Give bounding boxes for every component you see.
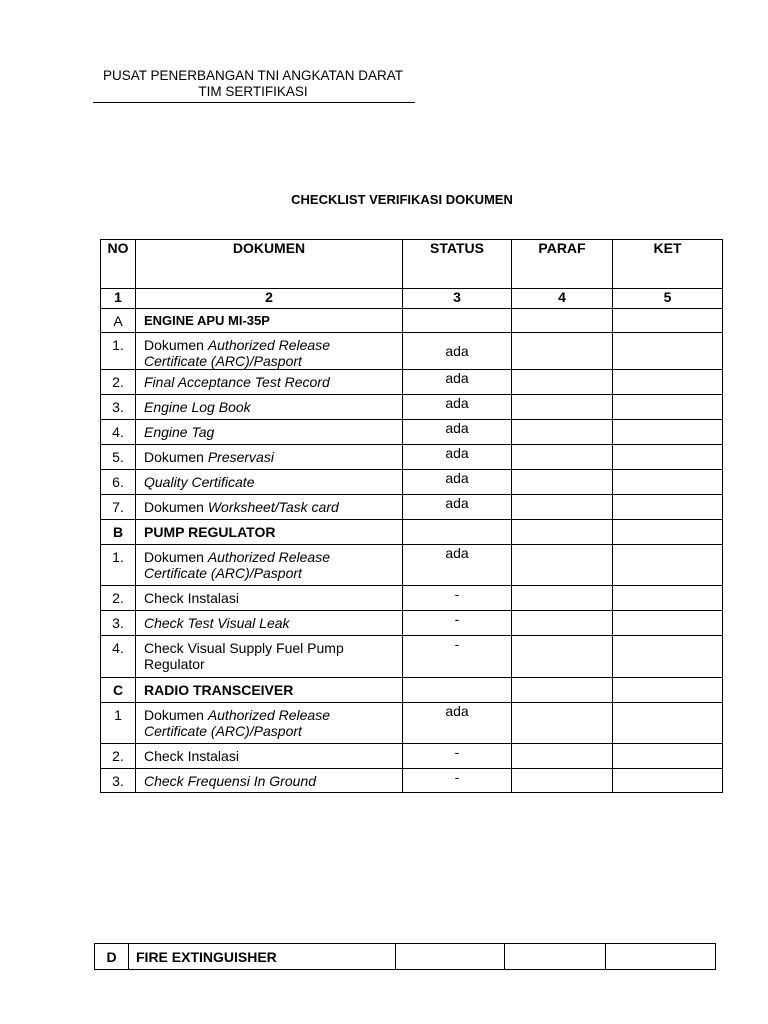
item-number: 4. [101,636,136,678]
item-number: 3. [101,611,136,636]
status-cell: ada [403,445,512,470]
document-name-italic: Final Acceptance Test Record [144,374,330,390]
column-number: 2 [136,289,403,309]
paraf-cell [512,309,613,333]
document-name [136,495,403,520]
section-title: ENGINE APU MI-35P [136,309,403,333]
document-name [136,333,403,370]
document-name-text: Dokumen [144,549,208,565]
ket-cell [613,333,723,370]
paraf-cell [512,445,613,470]
ket-cell [613,470,723,495]
item-number: 4. [101,420,136,445]
table-row [101,370,723,395]
paraf-cell [512,395,613,420]
ket-cell [613,370,723,395]
document-name [136,769,403,793]
document-name-italic: Engine Tag [144,424,215,440]
status-cell: ada [403,395,512,420]
item-number: 5. [101,445,136,470]
document-name-text: Check Instalasi [144,748,239,764]
status-cell: ada [403,495,512,520]
ket-cell [613,545,723,586]
next-section-table [94,943,716,970]
document-header [88,68,418,100]
paraf-cell [512,545,613,586]
section-row-d [95,944,716,970]
item-number: 3. [101,769,136,793]
column-header: STATUS [403,240,512,289]
paraf-cell [512,495,613,520]
ket-cell [613,744,723,769]
status-cell: ada [403,470,512,495]
paraf-cell [505,944,606,970]
status-cell [403,678,512,703]
section-title: RADIO TRANSCEIVER [136,678,403,703]
table-row [101,470,723,495]
column-header: KET [613,240,723,289]
column-number: 3 [403,289,512,309]
paraf-cell [512,703,613,744]
header-underline [93,102,415,103]
document-name-text: Dokumen [144,499,208,515]
item-number: 2. [101,744,136,769]
ket-cell [613,309,723,333]
document-name [136,636,403,678]
status-cell: ada [403,370,512,395]
ket-cell [613,678,723,703]
ket-cell [613,420,723,445]
status-cell: ada [403,703,512,744]
status-cell: ada [403,420,512,445]
table-row [101,586,723,611]
paraf-cell [512,678,613,703]
paraf-cell [512,769,613,793]
document-name [136,611,403,636]
document-name [136,703,403,744]
header-line-1: PUSAT PENERBANGAN TNI ANGKATAN DARAT [102,68,404,83]
status-cell: ada [403,333,512,370]
document-name-text: Dokumen [144,337,208,353]
paraf-cell [512,333,613,370]
section-row [101,678,723,703]
section-number: D [95,944,129,970]
item-number: 7. [101,495,136,520]
document-name [136,395,403,420]
table-row [101,611,723,636]
ket-cell [613,520,723,545]
document-name-text: Dokumen [144,449,208,465]
table-row [101,769,723,793]
section-number: A [101,309,136,333]
item-number: 1 [101,703,136,744]
ket-cell [613,769,723,793]
document-name-italic: Authorized Release Certificate (ARC)/Pasport [144,337,330,369]
item-number: 2. [101,370,136,395]
document-name [136,445,403,470]
section-row [101,309,723,333]
status-cell: ada [403,545,512,586]
table-row [101,495,723,520]
column-header: DOKUMEN [136,240,403,289]
section-row [101,520,723,545]
document-title: CHECKLIST VERIFIKASI DOKUMEN [291,192,513,207]
status-cell: - [403,586,512,611]
paraf-cell [512,636,613,678]
document-name-text: Dokumen [144,707,208,723]
ket-cell [613,586,723,611]
document-name-italic: Preservasi [207,449,274,465]
paraf-cell [512,520,613,545]
document-name [136,744,403,769]
column-header: PARAF [512,240,613,289]
table-row [101,395,723,420]
ket-cell [613,611,723,636]
column-number-row [101,289,723,309]
ket-cell [613,703,723,744]
document-name-italic: Quality Certificate [144,474,255,490]
status-cell: - [403,769,512,793]
document-name-italic: Engine Log Book [144,399,251,415]
paraf-cell [512,370,613,395]
paraf-cell [512,744,613,769]
document-name-text: Check Instalasi [144,590,239,606]
status-cell: - [403,611,512,636]
section-number: C [101,678,136,703]
document-name [136,370,403,395]
section-title: PUMP REGULATOR [136,520,403,545]
table-row [101,545,723,586]
document-name-text: Check Visual Supply Fuel Pump Regulator [144,640,344,672]
column-number: 5 [613,289,723,309]
column-header: NO [101,240,136,289]
paraf-cell [512,586,613,611]
document-name [136,545,403,586]
status-cell: - [403,636,512,678]
item-number: 2. [101,586,136,611]
document-name-italic: Check Frequensi In Ground [144,773,316,789]
status-cell [403,309,512,333]
section-number: B [101,520,136,545]
ket-cell [606,944,716,970]
column-number: 4 [512,289,613,309]
item-number: 1. [101,545,136,586]
ket-cell [613,445,723,470]
item-number: 6. [101,470,136,495]
document-name [136,420,403,445]
item-number: 1. [101,333,136,370]
table-row [101,445,723,470]
status-cell [403,520,512,545]
checklist-table [100,239,723,793]
paraf-cell [512,470,613,495]
table-row [101,333,723,370]
column-number: 1 [101,289,136,309]
item-number: 3. [101,395,136,420]
table-row [101,420,723,445]
table-row [101,703,723,744]
document-name [136,586,403,611]
section-title: FIRE EXTINGUISHER [129,944,396,970]
paraf-cell [512,611,613,636]
ket-cell [613,636,723,678]
header-row [101,240,723,289]
document-name-italic: Worksheet/Task card [207,499,339,515]
document-name [136,470,403,495]
document-name-italic: Check Test Visual Leak [144,615,290,631]
header-line-2: TIM SERTIFIKASI [198,84,308,99]
ket-cell [613,395,723,420]
paraf-cell [512,420,613,445]
document-name-italic: Authorized Release Certificate (ARC)/Pasport [144,707,330,739]
table-row [101,636,723,678]
table-row [101,744,723,769]
status-cell [396,944,505,970]
document-name-italic: Authorized Release Certificate (ARC)/Pasport [144,549,330,581]
status-cell: - [403,744,512,769]
ket-cell [613,495,723,520]
